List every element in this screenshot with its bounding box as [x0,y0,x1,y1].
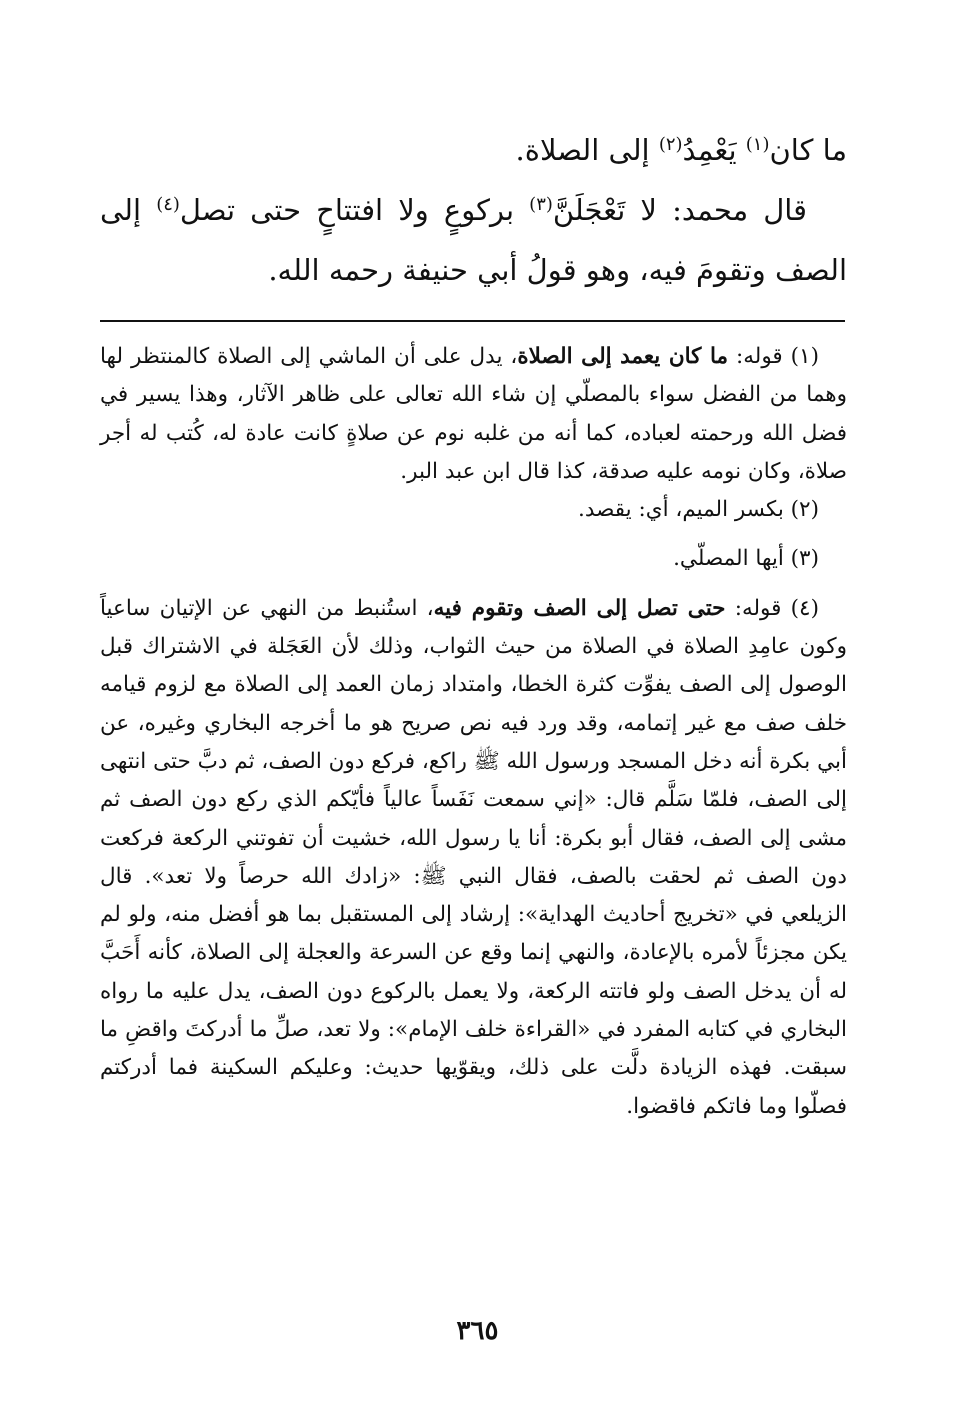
footnote-divider [100,320,845,322]
footnote-text: بكسر الميم، أي: يقصد. [578,497,791,523]
footnote-number: (٢) [790,497,819,523]
footnote-quote: ما كان يعمد إلى الصلاة [517,344,729,369]
main-text-span: قال محمد: لا تَعْجَلَنَّ [552,193,807,227]
footnote-text: ، استُنبط من النهي عن الإتيان ساعياً وكون عامِدِ الصلاة في الصلاة من حيث الثواب، وذلك لأن العَجَلة في الاشتراك قبل الوصول إلى الصف يفوِّت كثرة الخطا، وامتداد زمان العمد إلى الصلاة مع لزوم قيامه خلف صف مع غير إتمامه، وقد ورد فيه نص صريح هو ما أخرجه البخاري وغيره، عن أبي بكرة أنه دخل المسجد ورسول الله ﷺ راكع، فركع دون الصف، ثم دبَّ حتى انتهى إلى الصف، فلمّا سَلَّم قال: «إني سمعت نَفَساً عالياً فأيّكم الذي ركع دون الصف ثم مشى إلى الصف، فقال أبو بكرة: أنا يا رسول الله، خشيت أن تفوتني الركعة فركعت دون الصف ثم لحقت بالصف، فقال النبي ﷺ: «زادك الله حرصاً ولا تعد». قال الزيلعي في «تخريج أحاديث الهداية»: إرشاد إلى المستقبل بما هو أفضل منه، ولو لم يكن مجزئاً لأمره بالإعادة، والنهي إنما وقع عن السرعة والعجلة إلى الصلاة، كأنه أَحَبَّ له أن يدخل الصف ولو فاتته الركعة، ولا يعمل بالركوع دون الصف، يدل عليه ما رواه البخاري في كتابه المفرد في «القراءة خلف الإمام»: ولا تعد، صلِّ ما أدركتَ واقضِ ما سبقت. فهذه الزيادة دلَّت على ذلك، ويقوّيها حديث: وعليكم السكينة فما أدركتم فصلّوا وما فاتكم فاقضوا. [100,595,847,1119]
footnote-lead: قوله: [728,344,791,369]
footnote-number: (٣) [790,546,819,572]
footnote-4 [100,590,847,1126]
footnote-quote: حتى تصل إلى الصف وتقوم فيه [433,595,726,621]
main-text-span: يَعْمِدُ [682,133,746,167]
footnote-text: ، يدل على أن الماشي إلى الصلاة كالمنتظر لها وهما من الفضل سواء بالمصلّي إن شاء الله تعالى على ظاهر الآثار، وهذا يسير في فضل الله ورحمته لعباده، كما أنه من غلبه نوم عن صلاةٍ كانت عادة له، كُتب له أجر صلاة، وكان نومه عليه صدقة، كذا قال ابن عبد البر. [100,344,847,484]
footnote-3 [100,540,847,578]
page-number: ٣٦٥ [456,1316,499,1346]
footnote-1 [100,338,847,491]
footnote-2 [100,491,847,529]
footnotes [100,338,847,1126]
main-text-span: إلى الصلاة. [515,133,659,167]
main-paragraph-1 [100,120,847,180]
main-text-span: ما كان [769,133,847,167]
main-text-span: بركوعٍ ولا افتتاحٍ حتى تصل [179,193,530,227]
footnote-lead: قوله: [725,595,791,621]
footnote-text: أيها المصلّي. [673,546,791,572]
main-paragraph-2 [100,180,847,300]
footnote-number: (٤) [790,595,819,621]
footnote-number: (١) [790,344,819,369]
main-text-span: إلى الصف وتقومَ فيه، وهو قولُ أبي حنيفة رحمه الله. [100,193,847,287]
main-text [100,120,847,300]
footnote-ref-4: (٤) [156,194,180,216]
footnote-ref-3: (٣) [529,194,553,216]
footnote-ref-2: (٢) [658,134,683,156]
footnote-ref-1: (١) [745,134,770,156]
